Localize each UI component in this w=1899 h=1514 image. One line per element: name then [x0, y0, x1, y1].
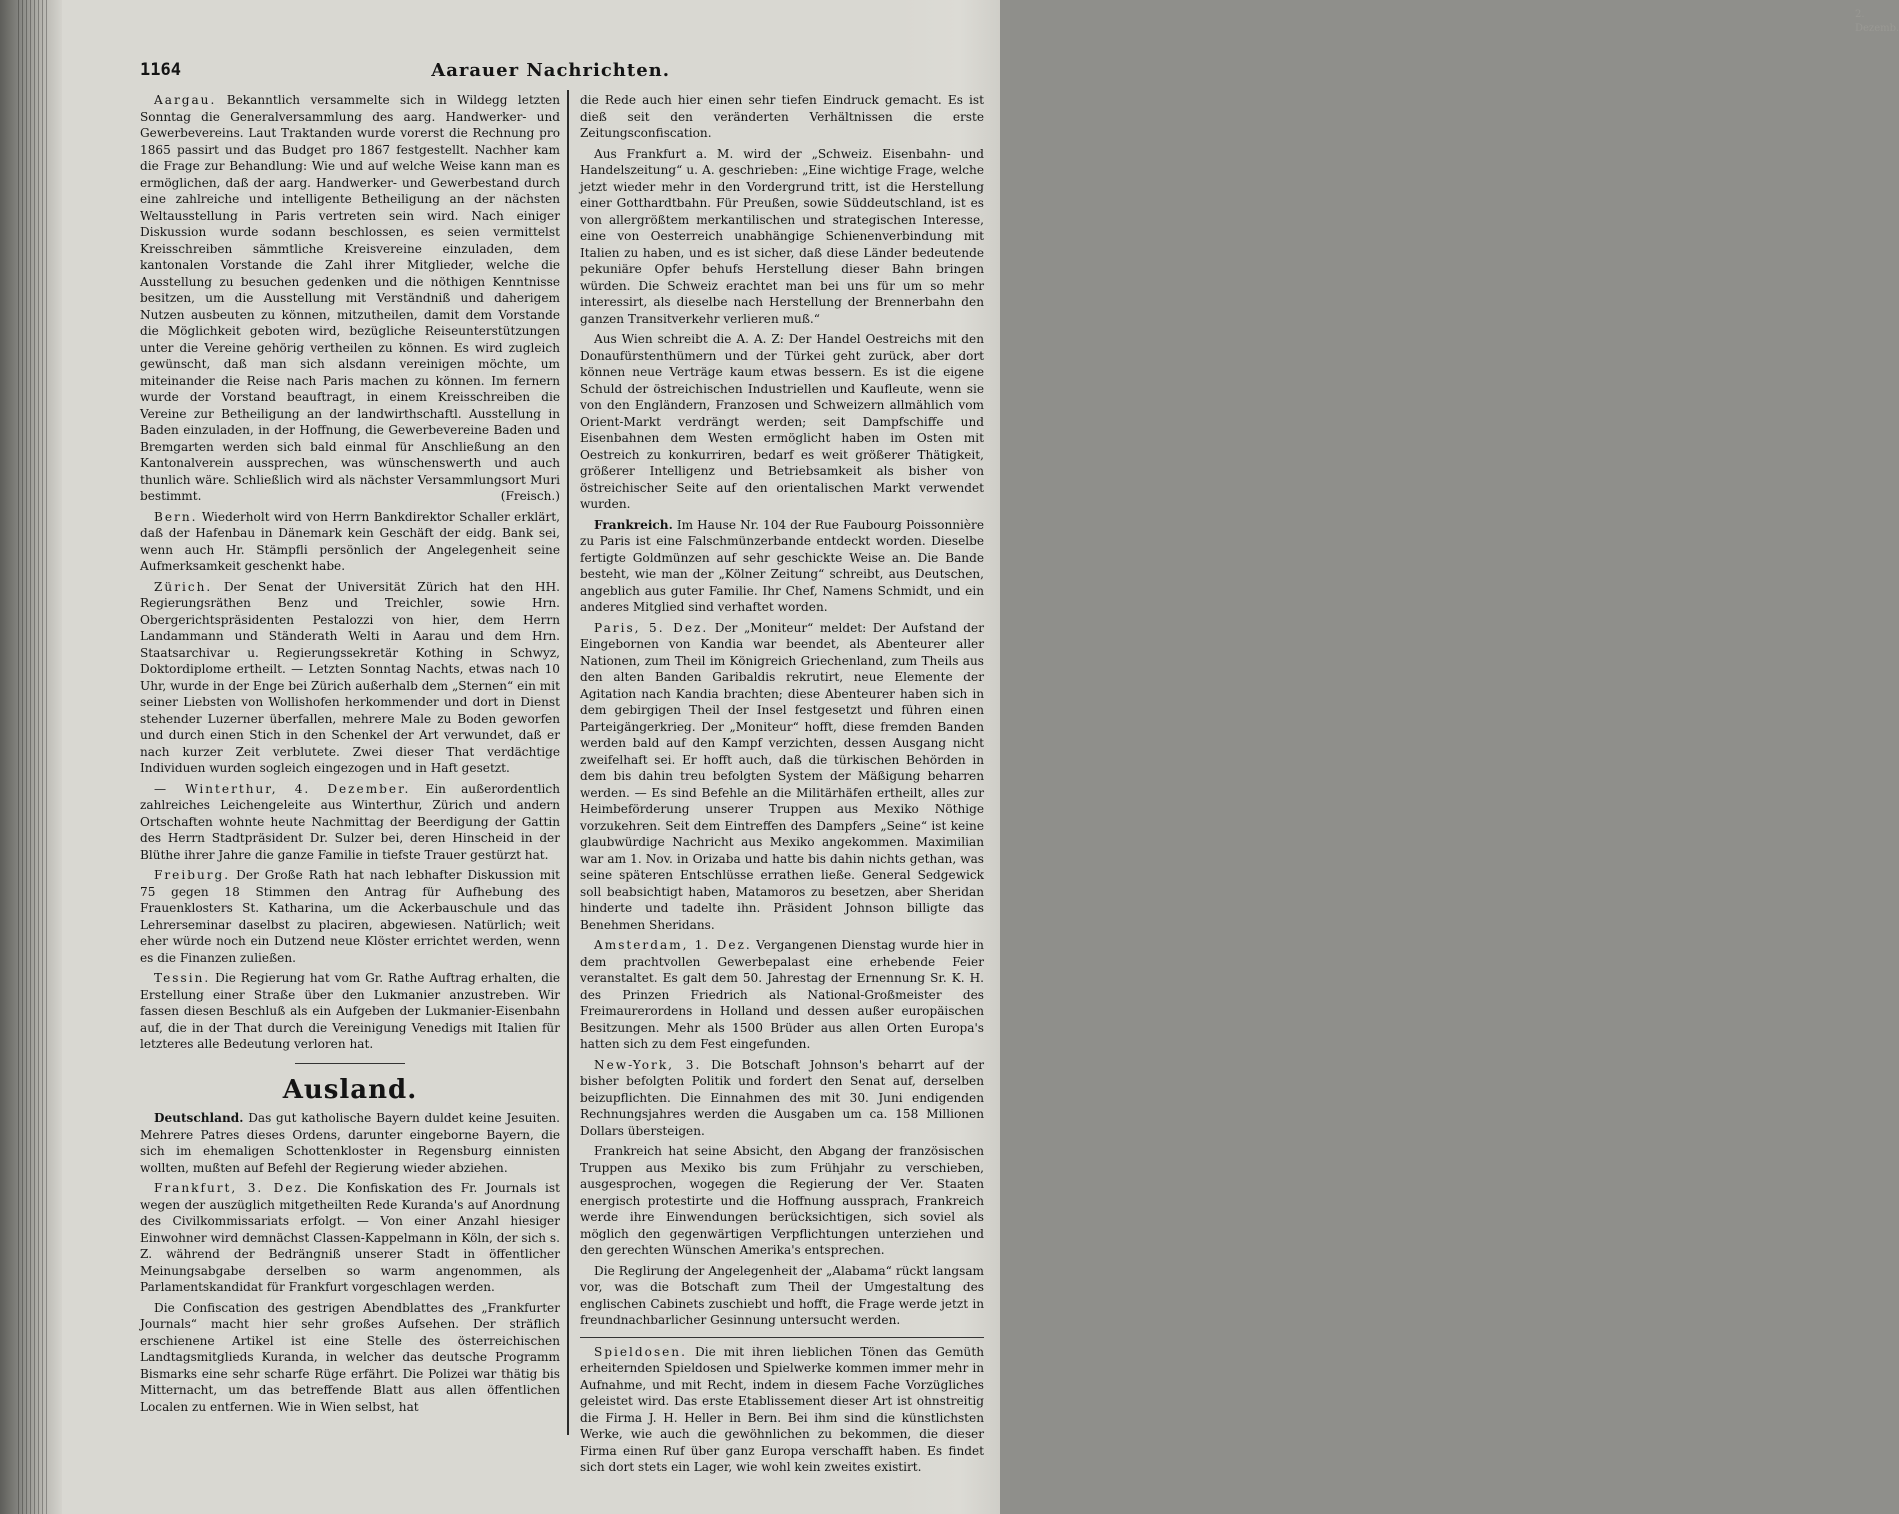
dateline: Spieldosen.	[594, 1344, 687, 1359]
article-text: Die Regierung hat vom Gr. Rathe Auftrag erhalten, die Erstellung einer Straße über den Lukmanier anzustreben. Wir fassen diesen Beschluß als ein Aufgeben der Lukmanier-Eisenbahn auf, die in der That durch die Vereinigung Venedigs mit Italien für letzteres alle Bedeutung verloren hat.	[140, 971, 560, 1051]
right-column	[580, 92, 984, 1480]
article-text: Das gut katholische Bayern duldet keine Jesuiten. Mehrere Patres dieses Ordens, darunter eingeborne Bayern, die sich im ehemaligen Schottenkloster in Regensburg einnisten wollten, mußten auf Befehl der Regierung wieder abziehen.	[140, 1111, 560, 1175]
article-text: Ein außerordentlich zahlreiches Leichengeleite aus Winterthur, Zürich und andern Ortschaften wohnte heute Nachmittag der Beerdigung der Gattin des Herrn Stadtpräsident Dr. Sulzer bei, deren Hinscheid in der Blüthe ihrer Jahre die ganze Familie in tiefste Trauer gestürzt hat.	[140, 781, 560, 862]
dateline: Freiburg.	[154, 868, 231, 882]
article-spieldosen	[580, 1344, 984, 1476]
article-text: — Letzten Sonntag Nachts, etwas nach 10 Uhr, wurde in der Enge bei Zürich außerhalb dem „Sternen“ ein mit seiner Liebsten von Wollishofen herkommender und dort in Dienst stehender Luzerner überfallen, mehrere Male zu Boden geworfen und durch einen Stich in den Schenkel der Art verwundet, daß er nach kurzer Zeit verblutete. Zwei dieser That verdächtige Individuen wurden sogleich eingezogen und in Haft gesetzt.	[140, 662, 560, 775]
column-divider	[567, 90, 569, 1435]
article-text: Bekanntlich versammelte sich in Wildegg letzten Sonntag die Generalversammlung des aarg. Handwerker- und Gewerbevereins. Laut Traktanden wurde vorerst die Rechnung pro 1865 passirt und das Budget pro 1867 festgestellt. Nachher kam die Frage zur Behandlung: Wie und auf welche Weise kann man es ermöglichen, daß der aarg. Handwerker- und Gewerbestand durch eine zahlreiche und intelligente Betheiligung an der nächsten Weltausstellung in Paris vertreten sein wird. Nach einiger Diskussion wurde sodann beschlossen, es seien vermittelst Kreisschreiben sämmtliche Kreisvereine einzuladen, dem kantonalen Vorstande die Zahl ihrer Mitglieder, welche die Ausstellung zu besuchen gedenken und die nöthigen Kenntnisse besitzen, um die Ausstellung mit Verständniß und daherigem Nutzen ausbeuten zu können, mitzutheilen, damit dem Vorstande die Möglichkeit geboten wird, bezügliche Reiseunterstützungen unter die Vereine gehörig vertheilen zu können. Es wird zugleich gewünscht, daß man sich alsdann vereinigen möchte, um miteinander die Reise nach Paris machen zu können. Im fernern wurde der Vorstand beauftragt, in einem Kreisschreiben die Vereine zur Betheiligung an der landwirthschaftl. Ausstellung in Baden einzuladen, in der Hoffnung, die Gewerbevereine Baden und Bremgarten werden sich bald einmal für Anschließung an den Kantonalverein aussprechen, was wünschenswerth und auch thunlich wäre. Schließlich wird als nächster Versammlungsort Muri bestimmt.	[140, 93, 560, 503]
dateline: — Winterthur, 4. Dezember.	[154, 781, 411, 796]
page-number: 1164	[140, 60, 181, 80]
dateline: Paris, 5. Dez.	[594, 620, 709, 635]
dateline: Amsterdam, 1. Dez.	[594, 938, 752, 952]
article-freiburg	[140, 867, 560, 966]
article-text: Die Botschaft Johnson's beharrt auf der bisher befolgten Politik und fordert den Senat auf, derselben beizupflichten. Die Einnahmen des mit 30. Juni endigenden Rechnungsjahres werden die Ausgaben um ca. 158 Millionen Dollars übersteigen.	[580, 1057, 984, 1138]
dateline: Aargau.	[154, 93, 217, 107]
article-text: Die mit ihren lieblichen Tönen das Gemüth erheiternden Spieldosen und Spielwerke kommen immer mehr in Aufnahme, und mit Recht, indem in diesem Fache Vorzügliches geleistet wird. Das erste Etablissement dieser Art ist ohnstreitig die Firma J. H. Heller in Bern. Bei ihm sind die künstlichsten Werke, wie auch die gewöhnlichen zu bekommen, die dieser Firma einen Ruf über ganz Europa verschafft haben. Es findet sich dort stets ein Lager, wie wohl kein zweites existirt.	[580, 1344, 984, 1474]
article-gotthard: Aus Frankfurt a. M. wird der „Schweiz. Eisenbahn- und Handelszeitung“ u. A. geschrieben: „Eine wichtige Frage, welche jetzt wieder mehr in den Vordergrund tritt, ist die Herstellung einer Gotthardtbahn. Für Preußen, sowie Süddeutschland, ist es von allergrößtem merkantilischen und strategischen Interesse, eine von Oesterreich unabhängige Schienenverbindung mit Italien zu haben, und es ist sicher, daß diese Länder bedeutende pekuniäre Opfer behufs Herstellung dieser Bahn bringen würden. Die Schweiz erachtet man bei uns für um so mehr interessirt, als dieselbe nach Herstellung der Brennerbahn den ganzen Transitverkehr verlieren muß.“	[580, 146, 984, 326]
dateline: Frankfurt, 3. Dez.	[154, 1181, 309, 1195]
spine-edge-lines	[18, 0, 48, 1514]
article-tessin	[140, 970, 560, 1053]
article-bern	[140, 509, 560, 575]
dateline: Tessin.	[154, 971, 211, 985]
section-rule	[295, 1063, 405, 1064]
left-column	[140, 92, 560, 1419]
article-text: Wiederholt wird von Herrn Bankdirektor Schaller erklärt, daß der Hafenbau in Dänemark kein Geschäft der eidg. Bank sei, wenn auch Hr. Stämpfli persönlich der Angelegenheit seine Aufmerksamkeit geschenkt habe.	[140, 509, 560, 573]
book-spine	[0, 0, 62, 1514]
article-aargau	[140, 92, 560, 505]
dateline: Deutschland.	[154, 1111, 244, 1125]
article-frankfurt	[140, 1180, 560, 1296]
dateline: Frankreich.	[594, 517, 673, 532]
section-rule	[580, 1337, 984, 1338]
bleed-text: 2. Dezemb.	[1855, 9, 1899, 34]
article-frankreich	[580, 517, 984, 616]
dateline: Zürich.	[154, 579, 213, 594]
article-frankreich-mexiko: Frankreich hat seine Absicht, den Abgang der französischen Truppen aus Mexiko bis zum Frühjahr zu verschieben, ausgesprochen, wogegen die Regierung der Ver. Staaten energisch protestirte und die Hoffnung aussprach, Frankreich werde ihre Einwendungen berücksichtigen, sich soviel als möglich den gegenwärtigen Verpflichtungen unterziehen und den gerechten Wünschen Amerika's entsprechen.	[580, 1144, 984, 1257]
article-zuerich	[140, 579, 560, 777]
article-paris	[580, 620, 984, 934]
article-text: Der „Moniteur“ meldet: Der Aufstand der Eingebornen von Kandia war beendet, als Abenteurer aller Nationen, zum Theil im Königreich Griechenland, zum Theils aus den alten Banden Garibaldis rekrutirt, neue Elemente der Agitation nach Kandia brachten; diese Abenteurer haben sich in dem gebirgigen Theil der Insel festgesetzt und führen einen Parteigängerkrieg. Der „Moniteur“ hofft, diese fremden Banden werden bald auf den Kampf verzichten, dessen Ausgang nicht zweifelhaft sei. Er hofft auch, daß die türkischen Behörden in dem bis dahin treu befolgten System der Mäßigung beharren werden. — Es sind Befehle an die Militärhäfen ertheilt, alles zur Heimbeförderung unserer Truppen aus Mexiko Nöthige vorzukehren. Seit dem Eintreffen des Dampfers „Seine“ ist keine glaubwürdige Nachricht aus Mexiko angekommen. Maximilian war am 1. Nov. in Orizaba und hatte bis dahin nichts gethan, was seine späteren Entschlüsse errathen ließe. General Sedgewick soll beabsichtigt haben, Matamoros zu besetzen, aber Sheridan hinderte und tadelte ihn. Präsident Johnson billigte das Benehmen Sheridans.	[580, 620, 984, 932]
dateline: Bern.	[154, 509, 198, 524]
article-winterthur	[140, 781, 560, 864]
page-header	[140, 60, 670, 84]
article-text: Der Senat der Universität Zürich hat den HH. Regierungsräthen Benz und Treichler, sowie Hrn. Obergerichtspräsidenten Pestalozzi von hier, dem Herrn Landammann und Ständerath Welti in Aarau und dem Hrn. Staatsarchivar u. Regierungssekretär Kothing in Schwyz, Doktordiplome ertheilt.	[140, 579, 560, 676]
article-credit: (Freisch.)	[500, 489, 560, 503]
article-deutschland	[140, 1110, 560, 1176]
article-amsterdam	[580, 937, 984, 1053]
article-text: Der Große Rath hat nach lebhafter Diskussion mit 75 gegen 18 Stimmen den Antrag für Aufhebung des Frauenklosters St. Katharina, um die Ackerbauschule und das Lehrerseminar daselbst zu placiren, abgewiesen. Natürlich; weit eher würde noch ein Dutzend neue Klöster errichtet werden, wenn es die Finanzen zuließen.	[140, 868, 560, 965]
article-text: Die Konfiskation des Fr. Journals ist wegen der auszüglich mitgetheilten Rede Kuranda's auf Anordnung des Civilkommissariats erfolgt. — Von einer Anzahl hiesiger Einwohner wird demnächst Classen-Kappelmann in Köln, der sich s. Z. während der Bedrängniß unserer Stadt in öffentlicher Meinungsabgabe derselben so warm angenommen, als Parlamentskandidat für Frankfurt vorgeschlagen werden.	[140, 1181, 560, 1294]
article-frankfurt-cont: Die Confiscation des gestrigen Abendblattes des „Frankfurter Journals“ macht hier sehr großes Aufsehen. Der sträflich erschienene Artikel ist eine Stelle des österreichischen Landtagsmitglieds Kuranda, in welcher das deutsche Programm Bismarks eine sehr scharfe Rüge erfährt. Die Polizei war thätig bis Mitternacht, um das betreffende Blatt aus allen öffentlichen Localen zu entfernen. Wie in Wien selbst, hat	[140, 1300, 560, 1414]
newspaper-page	[130, 50, 990, 1474]
article-text: Im Hause Nr. 104 der Rue Faubourg Poissonnière zu Paris ist eine Falschmünzerbande entdeckt worden. Dieselbe fertigte Goldmünzen auf sehr geschickte Weise an. Die Bande besteht, wie man der „Kölner Zeitung“ schreibt, aus Deutschen, angeblich aus guter Familie. Ihr Chef, Namens Schmidt, und ein anderes Mitglied sind verhaftet worden.	[580, 517, 984, 614]
article-continuation: die Rede auch hier einen sehr tiefen Eindruck gemacht. Es ist dieß seit den veränderten Verhältnissen die erste Zeitungsconfiscation.	[580, 93, 984, 140]
article-newyork	[580, 1057, 984, 1140]
article-alabama: Die Reglirung der Angelegenheit der „Alabama“ rückt langsam vor, was die Botschaft zum Theil der Umgestaltung des englischen Cabinets zuschiebt und hofft, die Frage werde jetzt in freundnachbarlicher Gesinnung untersucht werden.	[580, 1263, 984, 1327]
article-wien: Aus Wien schreibt die A. A. Z: Der Handel Oestreichs mit den Donaufürstenthümern und der Türkei geht zurück, aber dort können neue Verträge kaum etwas bessern. Es ist die eigene Schuld der östreichischen Industriellen und Kaufleute, wenn sie von den Engländern, Franzosen und Schweizern allmählich vom Orient-Markt verdrängt werden; seit Dampfschiffe und Eisenbahnen dem Westen ermöglicht haben im Osten mit Oestreich zu konkurriren, bedarf es weit größerer Thätigkeit, größerer Intelligenz und Betriebsamkeit als bisher von östreichischer Seite auf den orientalischen Markt verwendet wurden.	[580, 332, 984, 511]
section-title-ausland: Ausland.	[282, 1074, 418, 1105]
article-text: Vergangenen Dienstag wurde hier in dem prachtvollen Gewerbepalast eine erhebende Feier veranstaltet. Es galt dem 50. Jahrestag der Ernennung Sr. K. H. des Prinzen Friedrich als National-Großmeister des Freimaurerordens in Holland und dessen außer europäischen Besitzungen. Mehr als 1500 Brüder aus allen Orten Europa's hatten sich zu dem Fest eingefunden.	[580, 938, 984, 1051]
masthead: Aarauer Nachrichten.	[431, 60, 670, 81]
dateline: New-York, 3.	[594, 1057, 702, 1072]
